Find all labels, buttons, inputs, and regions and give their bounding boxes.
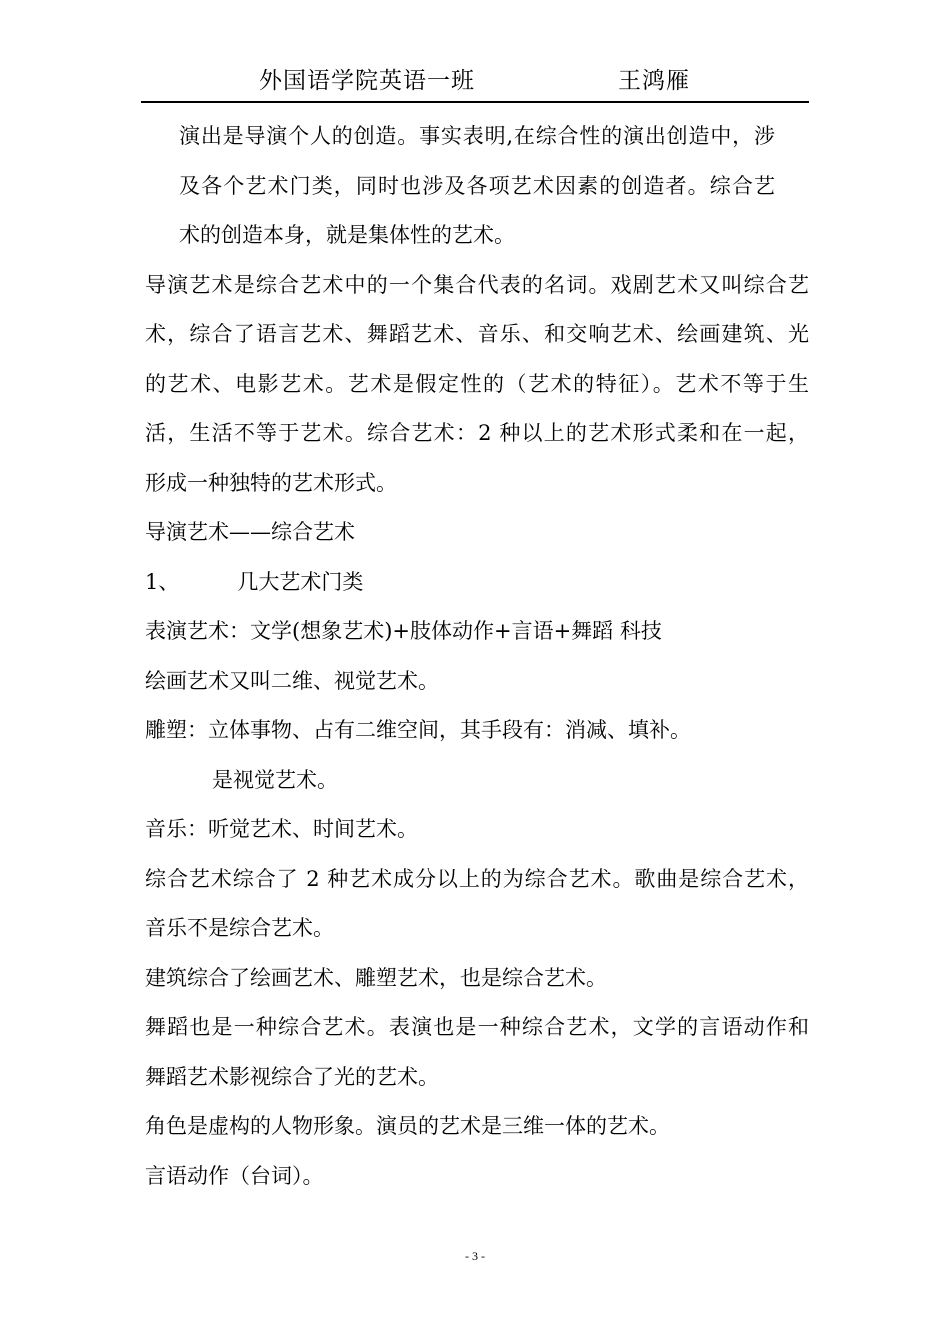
header-rule xyxy=(141,101,809,103)
paragraph-line: 绘画艺术又叫二维、视觉艺术。 xyxy=(145,668,439,693)
list-item-text: 几大艺术门类 xyxy=(237,569,364,594)
paragraph-line: 舞蹈艺术影视综合了光的艺术。 xyxy=(145,1064,439,1089)
paragraph-line: 术，综合了语言艺术、舞蹈艺术、音乐、和交响艺术、绘画建筑、光 xyxy=(145,322,809,346)
paragraph-line: 术的创造本身，就是集体性的艺术。 xyxy=(179,223,515,247)
paragraph-line: 音乐不是综合艺术。 xyxy=(145,916,334,940)
paragraph-line: 演出是导演个人的创造。事实表明,在综合性的演出创造中，涉 xyxy=(179,124,775,148)
paragraph-line: 及各个艺术门类，同时也涉及各项艺术因素的创造者。综合艺 xyxy=(179,173,775,198)
paragraph-line: 角色是虚构的人物形象。演员的艺术是三维一体的艺术。 xyxy=(145,1114,670,1138)
header-class-name: 外国语学院英语一班 xyxy=(259,68,475,94)
paragraph-line: 的艺术、电影艺术。艺术是假定性的（艺术的特征）。艺术不等于生 xyxy=(145,371,809,396)
paragraph-line: 是视觉艺术。 xyxy=(212,767,338,792)
numbered-list-item xyxy=(145,558,809,608)
paragraph-line: 音乐：听觉艺术、时间艺术。 xyxy=(145,817,418,841)
paragraph-line: 形成一种独特的艺术形式。 xyxy=(145,470,397,495)
paragraph-line: 建筑综合了绘画艺术、雕塑艺术，也是综合艺术。 xyxy=(145,965,607,990)
paragraph-line: 言语动作（台词）。 xyxy=(145,1163,324,1188)
page-header xyxy=(141,58,809,98)
paragraph-line: 活，生活不等于艺术。综合艺术：2 种以上的艺术形式柔和在一起， xyxy=(145,421,809,445)
document-body xyxy=(145,112,809,1201)
paragraph-line: 导演艺术是综合艺术中的一个集合代表的名词。戏剧艺术又叫综合艺 xyxy=(145,272,809,297)
paragraph-line: 表演艺术：文学(想象艺术)+肢体动作+言语+舞蹈 科技 xyxy=(145,619,662,643)
section-heading: 导演艺术——综合艺术 xyxy=(145,520,355,544)
page-number: - 3 - xyxy=(465,1249,485,1263)
header-author-name: 王鸿雁 xyxy=(618,68,690,94)
paragraph-line: 综合艺术综合了 2 种艺术成分以上的为综合艺术。歌曲是综合艺术， xyxy=(145,866,809,891)
paragraph-line: 雕塑：立体事物、占有二维空间，其手段有：消减、填补。 xyxy=(145,718,691,742)
paragraph-line: 舞蹈也是一种综合艺术。表演也是一种综合艺术，文学的言语动作和 xyxy=(145,1015,809,1039)
list-number: 1、 xyxy=(145,569,180,594)
